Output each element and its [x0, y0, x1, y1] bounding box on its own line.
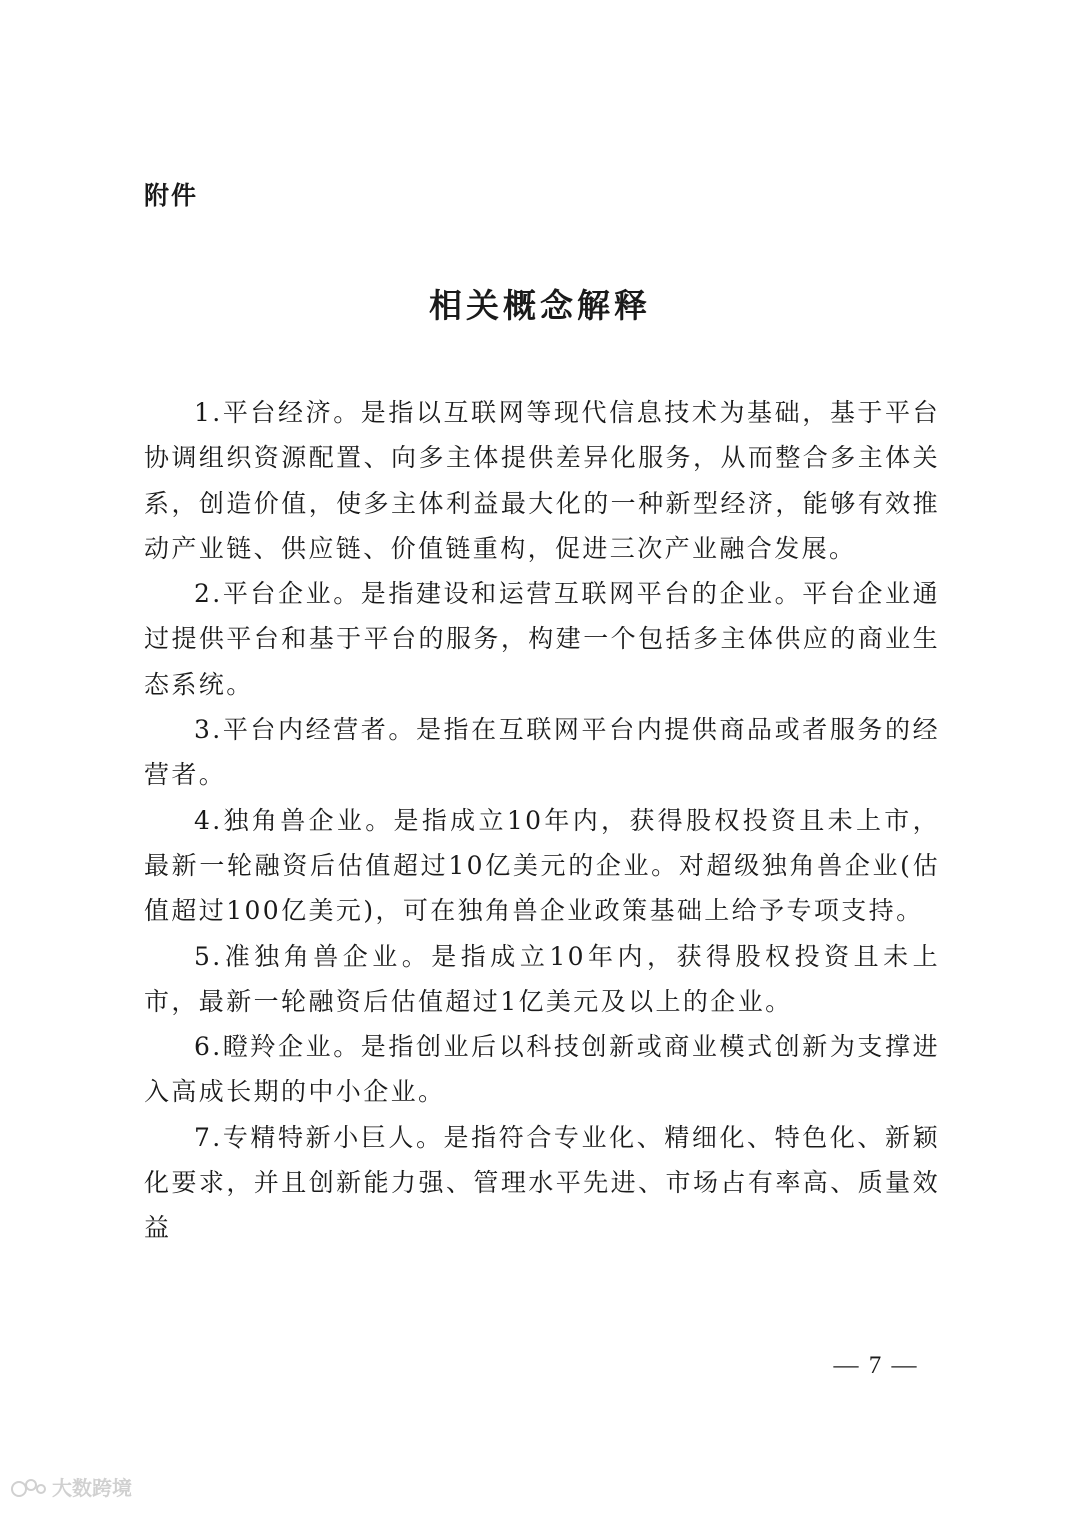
document-body	[144, 390, 940, 1251]
paragraph-4: 4.独角兽企业。是指成立10年内，获得股权投资且未上市，最新一轮融资后估值超过10亿美元的企业。对超级独角兽企业(估值超过100亿美元)，可在独角兽企业政策基础上给予专项支持。	[144, 805, 940, 926]
paragraph-5: 5.准独角兽企业。是指成立10年内，获得股权投资且未上市，最新一轮融资后估值超过1亿美元及以上的企业。	[144, 941, 940, 1016]
paragraph-1: 1.平台经济。是指以互联网等现代信息技术为基础，基于平台协调组织资源配置、向多主体提供差异化服务，从而整合多主体关系，创造价值，使多主体利益最大化的一种新型经济，能够有效推动产业链、供应链、价值链重构，促进三次产业融合发展。	[144, 398, 940, 563]
annex-label: 附件	[144, 181, 199, 210]
paragraph-2: 2.平台企业。是指建设和运营互联网平台的企业。平台企业通过提供平台和基于平台的服务，构建一个包括多主体供应的商业生态系统。	[144, 579, 940, 699]
paragraph-7: 7.专精特新小巨人。是指符合专业化、精细化、特色化、新颖化要求，并且创新能力强、管理水平先进、市场占有率高、质量效益	[144, 1122, 940, 1243]
document-title: 相关概念解释	[429, 286, 651, 325]
watermark-text: 大数跨境	[52, 1476, 132, 1500]
watermark	[10, 1472, 132, 1501]
paragraph-6: 6.瞪羚企业。是指创业后以科技创新或商业模式创新为支撑进入高成长期的中小企业。	[144, 1032, 940, 1107]
paragraph-3: 3.平台内经营者。是指在互联网平台内提供商品或者服务的经营者。	[144, 715, 940, 790]
watermark-logo-icon	[10, 1475, 48, 1499]
page-number: — 7 —	[833, 1352, 919, 1379]
